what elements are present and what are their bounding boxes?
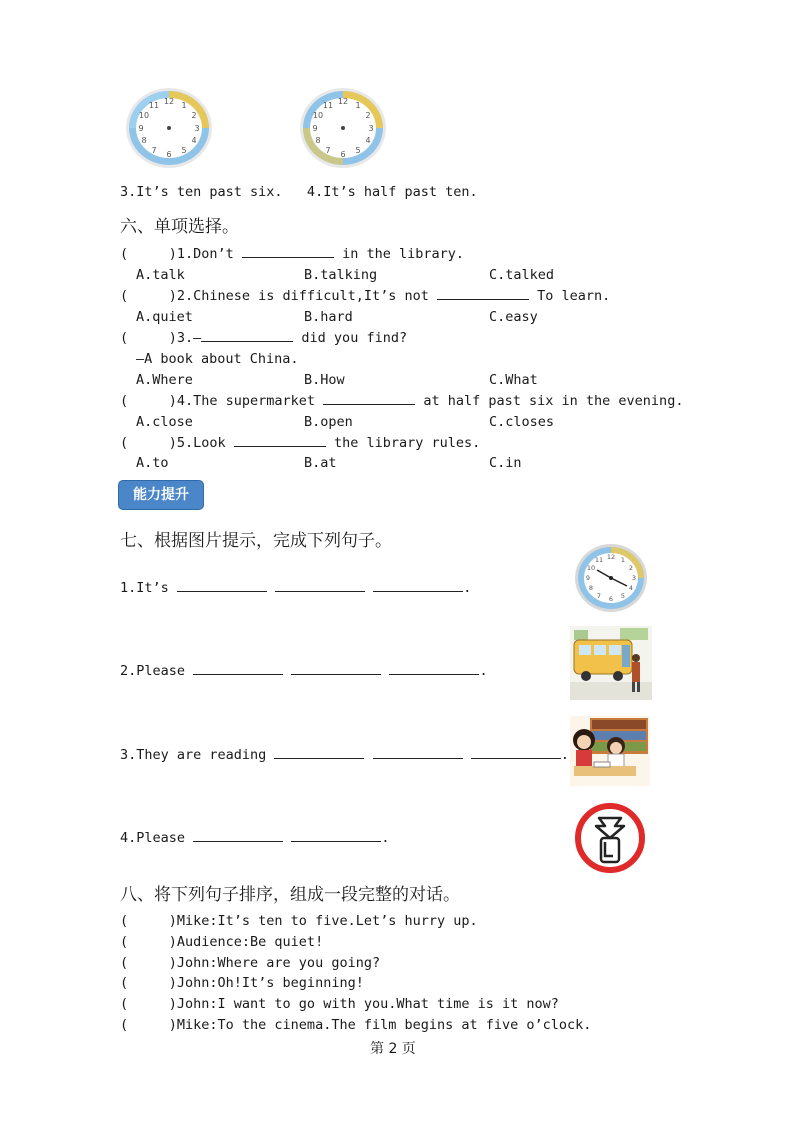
svg-text:6: 6 [340, 150, 346, 159]
option-3c: C.What [489, 372, 538, 388]
option-5c: C.in [489, 455, 522, 471]
svg-text:5: 5 [181, 146, 187, 155]
svg-text:6: 6 [608, 595, 614, 603]
option-2b: B.hard [304, 309, 353, 325]
svg-text:4: 4 [628, 584, 634, 592]
question-2: ( )2.Chinese is difficult,It’s not To learn. [120, 288, 611, 304]
bus-picture [570, 626, 652, 700]
svg-text:3: 3 [631, 574, 637, 582]
quiet-sign-icon [574, 802, 646, 874]
svg-text:12: 12 [337, 97, 349, 106]
svg-text:5: 5 [620, 592, 626, 600]
option-2c: C.easy [489, 309, 538, 325]
svg-text:9: 9 [585, 574, 591, 582]
clock-image-4 [298, 86, 388, 170]
svg-text:12: 12 [163, 97, 175, 106]
reading-picture [570, 716, 650, 786]
option-1a: A.talk [136, 267, 185, 283]
option-1c: C.talked [489, 267, 555, 283]
svg-text:10: 10 [312, 111, 324, 120]
sentence-2: 2.Please . [120, 663, 488, 679]
section8-title: 八、将下列句子排序，组成一段完整的对话。 [120, 885, 460, 905]
option-1b: B.talking [304, 267, 378, 283]
svg-text:12: 12 [606, 553, 616, 561]
dialog-line-1: ( )Mike:It’s ten to five.Let’s hurry up. [120, 913, 478, 929]
svg-text:11: 11 [322, 101, 334, 110]
option-5a: A.to [136, 455, 169, 471]
page-number: 第 2 页 [370, 1041, 416, 1057]
svg-text:2: 2 [191, 111, 197, 120]
option-4c: C.closes [489, 414, 555, 430]
svg-text:10: 10 [138, 111, 150, 120]
clock-image-3 [124, 86, 214, 170]
svg-text:1: 1 [355, 101, 361, 110]
dialog-line-6: ( )Mike:To the cinema.The film begins at five o’clock. [120, 1017, 592, 1033]
option-3b: B.How [304, 372, 345, 388]
svg-text:4: 4 [191, 136, 197, 145]
svg-text:7: 7 [151, 146, 157, 155]
dialog-line-4: ( )John:Oh!It’s beginning! [120, 975, 364, 991]
option-3a: A.Where [136, 372, 193, 388]
sentence-1: 1.It’s . [120, 580, 472, 596]
ability-badge: 能力提升 [118, 480, 204, 510]
question-5: ( )5.Look the library rules. [120, 435, 481, 451]
svg-text:2: 2 [628, 564, 634, 572]
sentence-4: 4.Please . [120, 830, 390, 846]
dialog-line-5: ( )John:I want to go with you.What time is it now? [120, 996, 559, 1012]
question-3: ( )3.— did you find? [120, 330, 408, 346]
svg-text:3: 3 [368, 124, 374, 133]
option-4a: A.close [136, 414, 193, 430]
svg-text:5: 5 [355, 146, 361, 155]
svg-text:11: 11 [594, 556, 604, 564]
question-4: ( )4.The supermarket at half past six in the evening. [120, 393, 684, 409]
svg-text:2: 2 [365, 111, 371, 120]
svg-text:1: 1 [620, 556, 626, 564]
svg-text:4: 4 [365, 136, 371, 145]
svg-text:8: 8 [588, 584, 594, 592]
svg-text:3: 3 [194, 124, 200, 133]
option-5b: B.at [304, 455, 337, 471]
dialog-line-2: ( )Audience:Be quiet! [120, 934, 324, 950]
question-3-reply: —A book about China. [136, 351, 299, 367]
svg-text:9: 9 [138, 124, 144, 133]
option-4b: B.open [304, 414, 353, 430]
svg-text:7: 7 [596, 592, 602, 600]
question-1: ( )1.Don’t in the library. [120, 246, 464, 262]
section7-title: 七、根据图片提示，完成下列句子。 [120, 531, 392, 551]
svg-text:8: 8 [141, 136, 147, 145]
svg-text:9: 9 [312, 124, 318, 133]
clock-captions: 3.It’s ten past six. 4.It’s half past ten. [120, 184, 478, 200]
svg-text:1: 1 [181, 101, 187, 110]
svg-text:11: 11 [148, 101, 160, 110]
dialog-line-3: ( )John:Where are you going? [120, 955, 381, 971]
sentence-3: 3.They are reading . [120, 747, 569, 763]
option-2a: A.quiet [136, 309, 193, 325]
svg-text:7: 7 [325, 146, 331, 155]
section6-title: 六、单项选择。 [120, 217, 239, 237]
clock-picture [573, 542, 649, 614]
svg-text:6: 6 [166, 150, 172, 159]
svg-text:8: 8 [315, 136, 321, 145]
svg-text:10: 10 [586, 564, 596, 572]
